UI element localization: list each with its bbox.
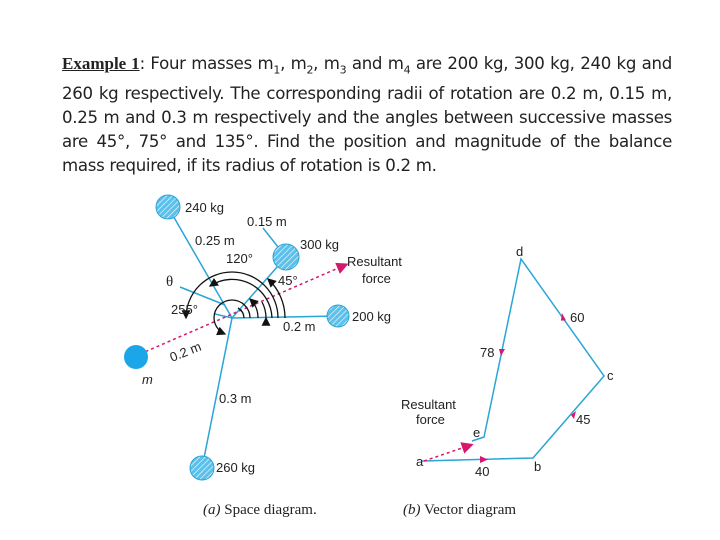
caption-b: (b) Vector diagram bbox=[403, 502, 517, 518]
label: 200 kg bbox=[352, 309, 392, 324]
point-d: d bbox=[516, 244, 524, 259]
mass-240kg bbox=[156, 195, 180, 219]
point-e: e bbox=[473, 425, 481, 440]
sub: 3 bbox=[339, 63, 347, 77]
label: θ bbox=[166, 274, 174, 290]
text: are 200 kg, 300 kg, 240 kg and 260 kg respectively. The corresponding radii of rotation are 0.2 m, 0.15 m, 0.25 m and 0.3 m respectively and the angles between successive masses are 45°, 75° and 135°. Find the position and magnitude of the balance mass required, if its radius of rotation is 0.2 m. bbox=[62, 54, 672, 176]
mass-260kg bbox=[190, 456, 214, 480]
mass-300kg bbox=[273, 244, 299, 270]
sub: 2 bbox=[306, 63, 314, 77]
text: , m bbox=[313, 54, 340, 73]
angle-arcs bbox=[186, 272, 285, 334]
label: 60 bbox=[570, 310, 585, 325]
label: force bbox=[416, 412, 445, 427]
sub: 4 bbox=[403, 63, 411, 77]
label: 255° bbox=[171, 302, 198, 317]
point-c: c bbox=[607, 368, 614, 383]
label: 0.15 m bbox=[247, 214, 287, 229]
label: 40 bbox=[475, 464, 490, 479]
label: 120° bbox=[226, 251, 253, 266]
label: 0.2 m bbox=[283, 319, 316, 334]
sub: 1 bbox=[273, 63, 281, 77]
label: 0.25 m bbox=[195, 233, 235, 248]
caption-a: (a) Space diagram. bbox=[203, 502, 317, 518]
balance-mass bbox=[124, 345, 148, 369]
point-a: a bbox=[416, 454, 424, 469]
example-label: Example 1 bbox=[62, 54, 140, 73]
label: 45° bbox=[278, 273, 298, 288]
vector-diagram bbox=[422, 259, 604, 461]
text: , m bbox=[280, 54, 307, 73]
label: force bbox=[362, 271, 391, 286]
label: 240 kg bbox=[185, 200, 225, 215]
point-b: b bbox=[534, 459, 542, 474]
label: 300 kg bbox=[300, 237, 340, 252]
label: 78 bbox=[480, 345, 495, 360]
label: m bbox=[142, 372, 153, 387]
label: 0.3 m bbox=[219, 391, 252, 406]
label: 260 kg bbox=[216, 460, 256, 475]
text: and m bbox=[346, 54, 404, 73]
text: : Four masses m bbox=[139, 54, 274, 73]
label: Resultant bbox=[347, 254, 402, 269]
resultant-vector bbox=[424, 446, 468, 461]
label: 0.2 m bbox=[167, 338, 204, 365]
mass-200kg bbox=[327, 305, 349, 327]
label: 45 bbox=[576, 412, 591, 427]
label: Resultant bbox=[401, 397, 456, 412]
